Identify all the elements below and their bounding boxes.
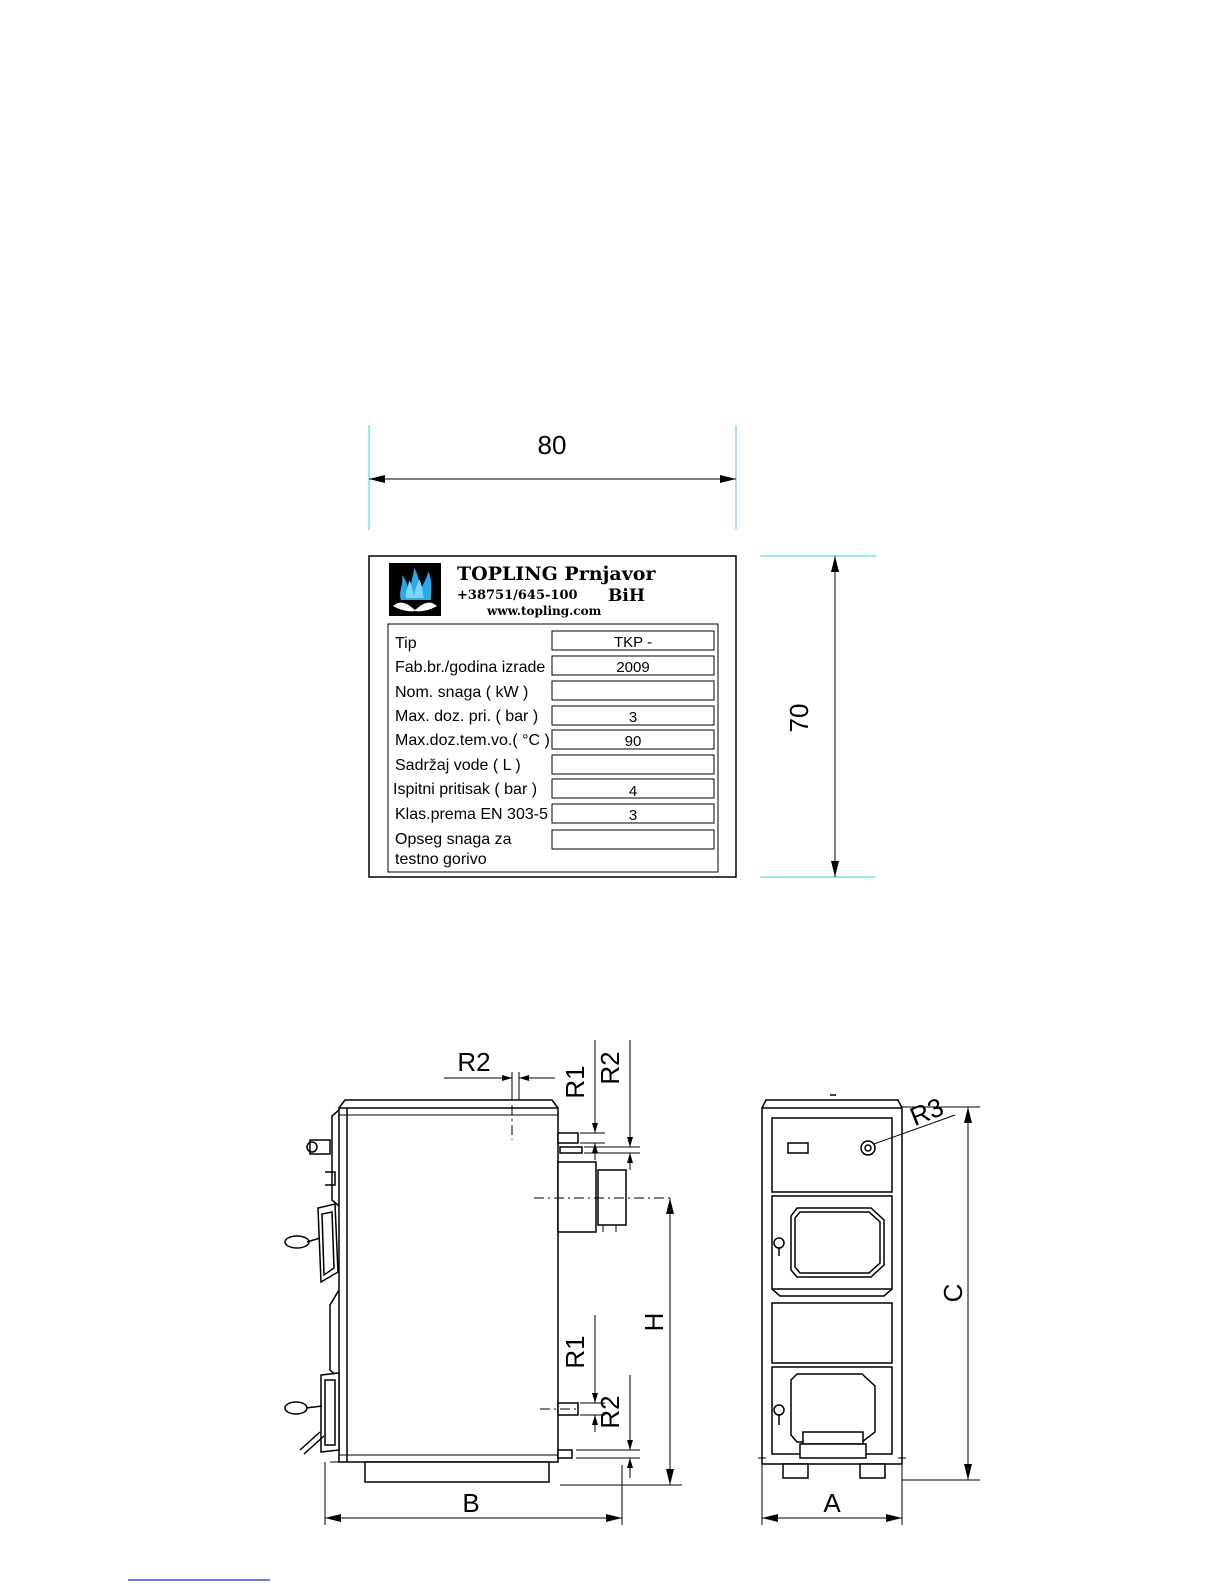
row-value-fab: 2009 xyxy=(616,659,650,676)
plate-row xyxy=(393,779,714,800)
row-label-max-tem: Max.doz.tem.vo.( °C ) xyxy=(395,732,550,749)
row-value-max-tem: 90 xyxy=(624,733,642,750)
dim-a: A xyxy=(823,1488,841,1518)
plate-row xyxy=(395,656,714,676)
dim-r2-bottom: R2 xyxy=(595,1395,625,1429)
dim-c: C xyxy=(938,1283,968,1303)
plate-row xyxy=(395,681,714,701)
plate-height-label: 70 xyxy=(784,703,814,733)
dim-b: B xyxy=(462,1488,480,1518)
row-label-sadrzaj: Sadržaj vode ( L ) xyxy=(395,757,521,774)
plate-row xyxy=(395,730,714,750)
company-phone: +38751/645-100 xyxy=(457,588,578,603)
row-value-tip: TKP - xyxy=(613,634,653,651)
row-label-klas: Klas.prema EN 303-5 xyxy=(395,806,548,823)
dim-r1-top: R1 xyxy=(560,1065,590,1099)
dim-h: H xyxy=(639,1312,669,1332)
row-value-ispitni: 4 xyxy=(628,783,638,800)
dim-r2-top-vertical: R2 xyxy=(595,1051,625,1085)
row-label-fab: Fab.br./godina izrade xyxy=(395,659,546,676)
row-value-max-pri: 3 xyxy=(628,709,638,726)
row-label-ispitni: Ispitni pritisak ( bar ) xyxy=(393,781,538,798)
company-website: www.topling.com xyxy=(487,604,602,618)
row-label-opseg-2: testno gorivo xyxy=(395,851,487,868)
plate-row xyxy=(395,830,714,868)
row-label-max-pri: Max. doz. pri. ( bar ) xyxy=(395,708,539,725)
plate-row xyxy=(395,755,714,774)
boiler-front-view xyxy=(758,1092,980,1525)
nameplate xyxy=(369,556,736,877)
dim-r3: R3 xyxy=(905,1091,948,1132)
company-country: BiH xyxy=(608,586,645,606)
boiler-side-view xyxy=(285,1040,682,1525)
plate-row xyxy=(395,631,714,652)
row-label-tip: Tip xyxy=(395,635,417,652)
row-label-opseg: Opseg snaga za xyxy=(395,831,512,848)
plate-width-dimension xyxy=(369,425,736,530)
plate-width-label: 80 xyxy=(537,430,567,460)
plate-row xyxy=(395,706,714,726)
plate-row xyxy=(395,804,714,824)
row-value-klas: 3 xyxy=(628,807,638,824)
dim-r1-bottom: R1 xyxy=(560,1335,590,1369)
topling-logo xyxy=(389,563,441,616)
row-label-nom-snaga: Nom. snaga ( kW ) xyxy=(395,684,529,701)
company-name: TOPLING Prnjavor xyxy=(457,563,656,585)
dim-r2-top: R2 xyxy=(457,1047,491,1077)
plate-height-dimension xyxy=(760,556,876,877)
